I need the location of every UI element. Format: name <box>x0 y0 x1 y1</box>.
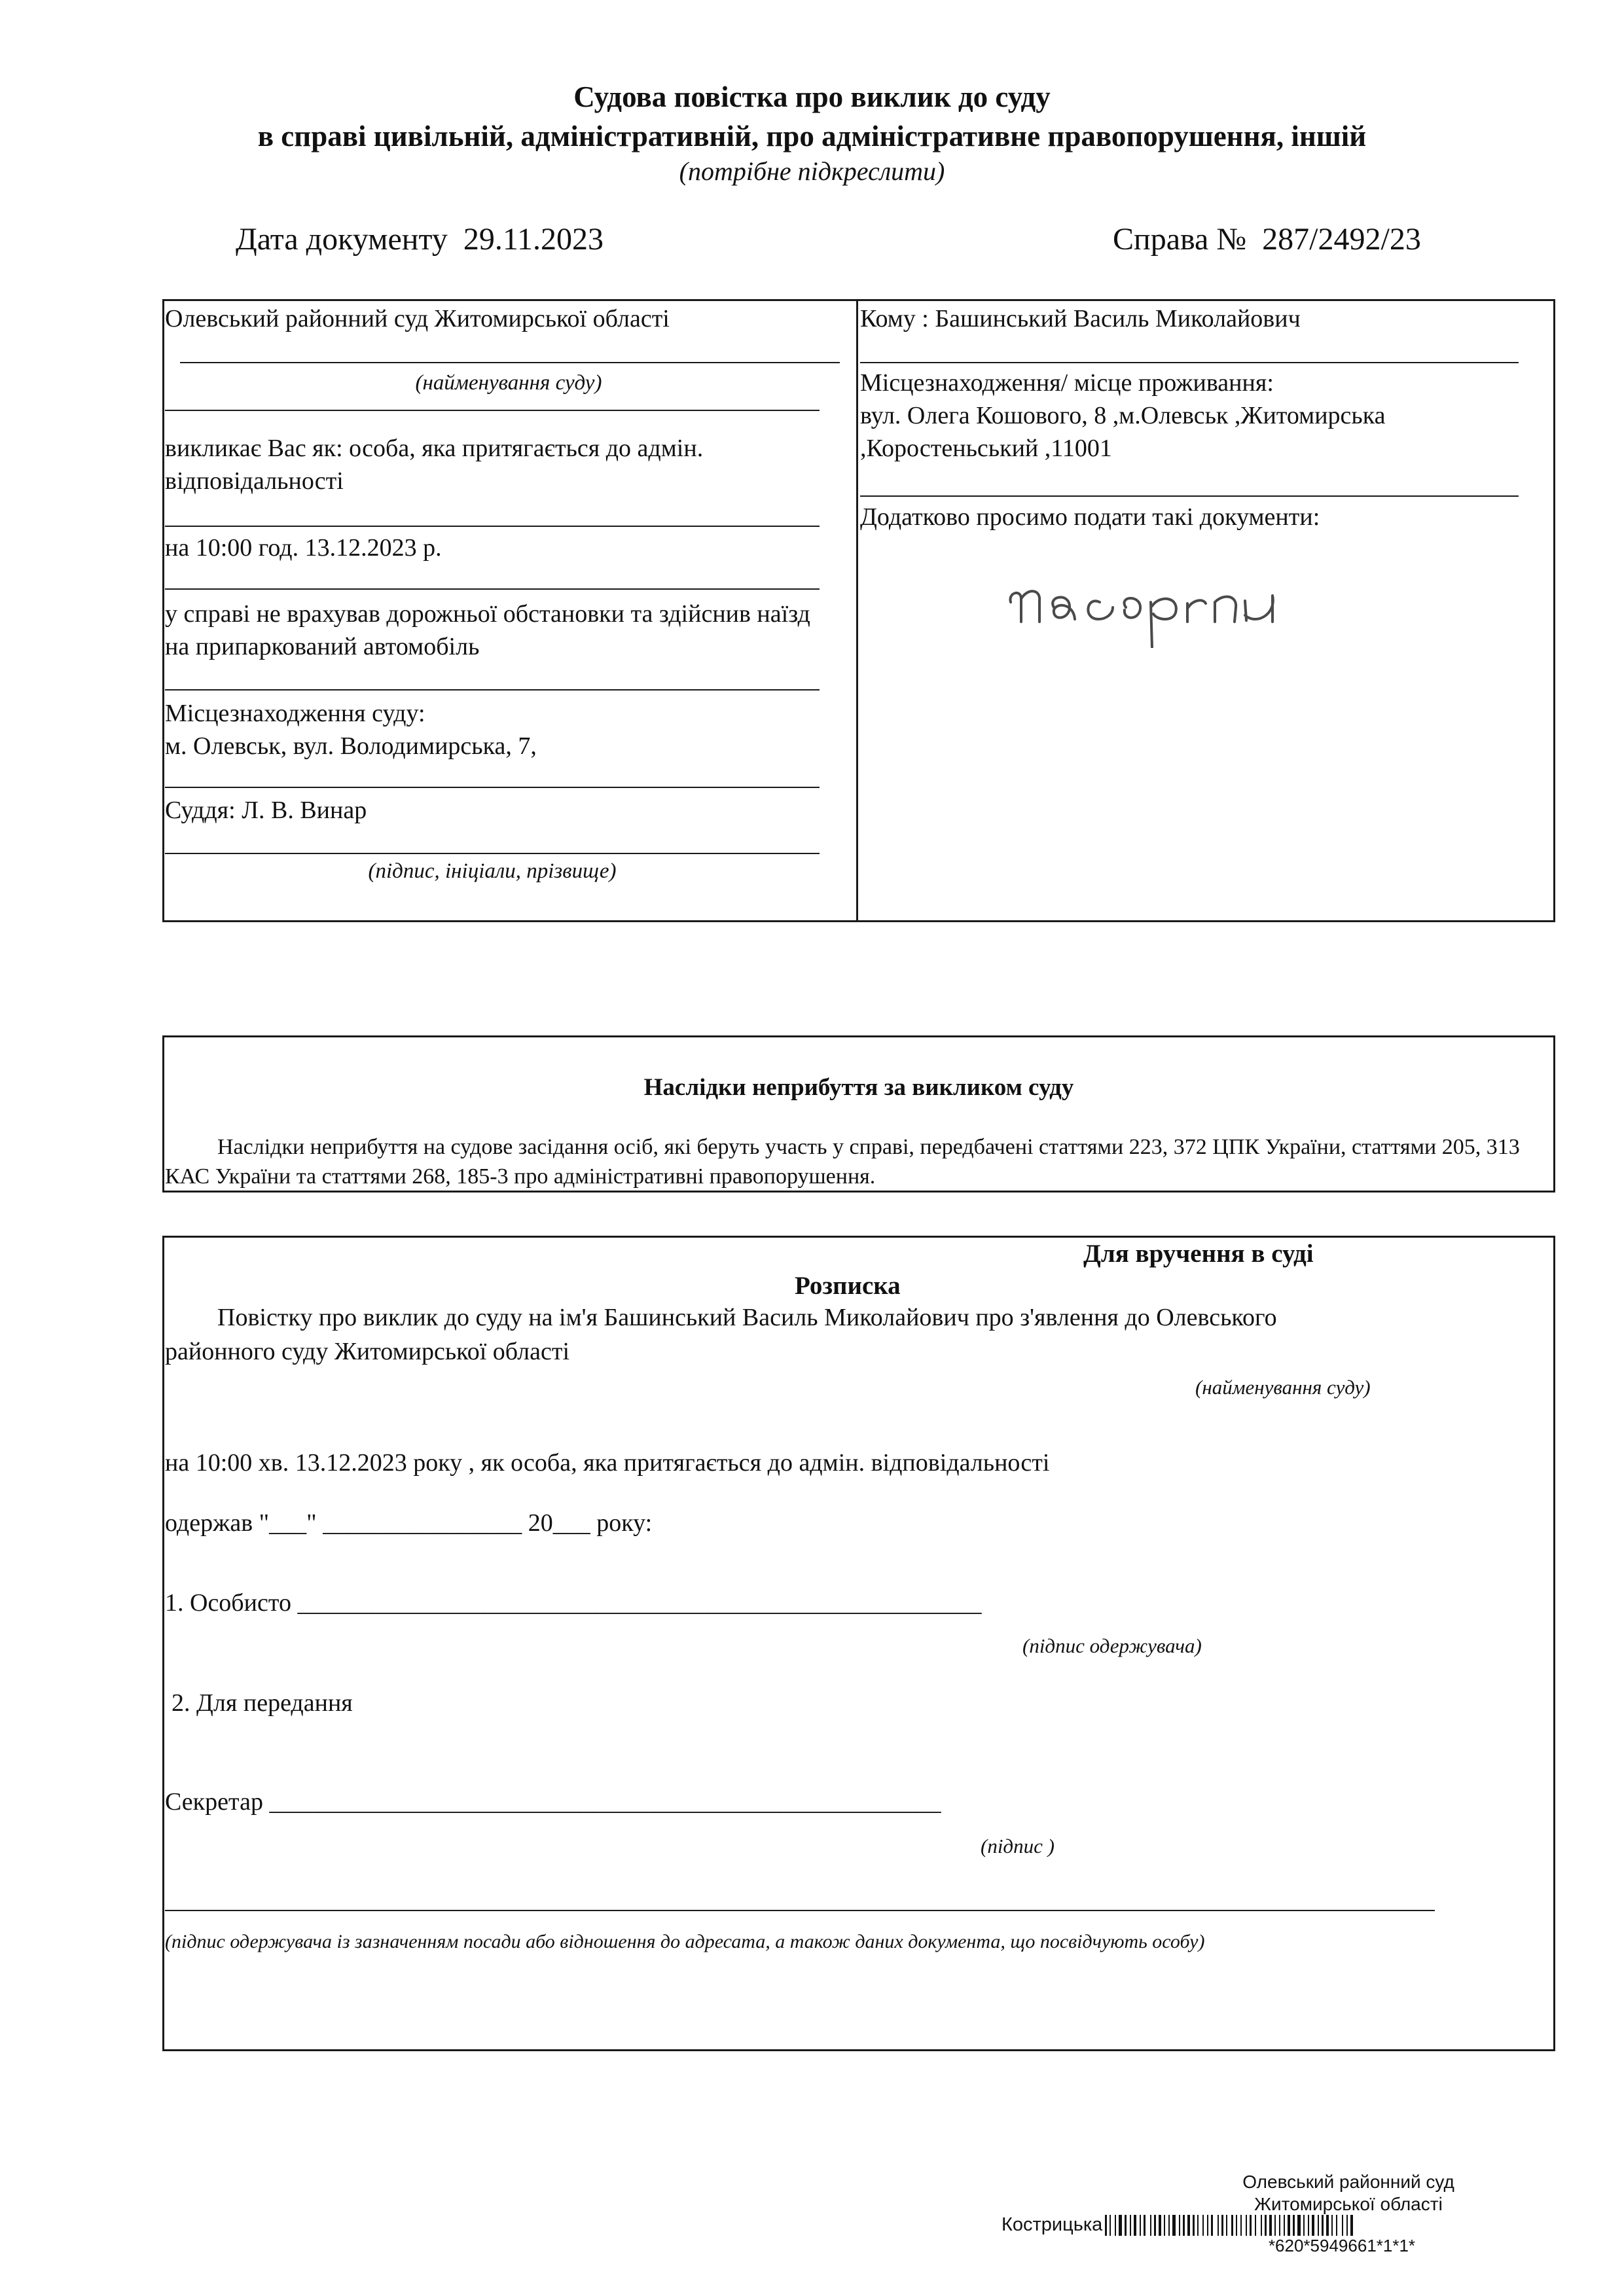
barcode-bar <box>1140 2215 1141 2236</box>
barcode-bar <box>1326 2215 1329 2236</box>
recipient-details-caption: (підпис одержувача із зазначенням посади або відношення до адресата, а також даних документа, що посвідчують особу) <box>165 1931 1205 1952</box>
recipient-details-line <box>165 1910 1435 1911</box>
barcode-bar <box>1130 2215 1131 2236</box>
residence-line <box>860 495 1519 497</box>
barcode-bar <box>1159 2215 1161 2236</box>
summons-as: викликає Вас як: особа, яка притягається до адмін. відповідальності <box>165 435 704 495</box>
barcode-bar <box>1231 2215 1233 2236</box>
barcode-bar <box>1221 2215 1223 2236</box>
handwritten-passport <box>1001 556 1303 648</box>
barcode-bar <box>1318 2215 1319 2236</box>
separator-line <box>165 410 820 411</box>
barcode-bar <box>1246 2215 1247 2236</box>
document-date <box>236 221 604 257</box>
case-number <box>1113 221 1421 257</box>
recipient-line <box>860 362 1519 363</box>
received-line: одержав "___" ________________ 20___ року: <box>165 1509 653 1537</box>
recipient-signature-caption: (підпис одержувача) <box>1022 1634 1202 1657</box>
document-title-line2: в справі цивільній, адміністративній, про адміністративне правопорушення, іншій <box>257 120 1367 152</box>
receipt-text-line2: районного суду Житомирської області <box>165 1338 570 1365</box>
documents-label: Додатково просимо подати такі документи: <box>860 503 1320 531</box>
barcode-bar <box>1164 2215 1165 2236</box>
case-label: Справа № <box>1113 222 1247 257</box>
barcode-bar <box>1202 2215 1204 2236</box>
barcode-bar <box>1342 2215 1343 2236</box>
receipt-title: Розписка <box>795 1272 901 1300</box>
barcode-bar <box>1288 2215 1290 2236</box>
court-location-value: м. Олевськ, вул. Володимирська, 7, <box>165 732 537 760</box>
date-label: Дата документу <box>236 222 448 257</box>
barcode-bar <box>1312 2215 1314 2236</box>
date-value: 29.11.2023 <box>463 222 604 257</box>
separator-line <box>165 689 820 691</box>
barcode-bar <box>1261 2215 1262 2236</box>
court-name-caption: (найменування суду) <box>415 371 602 395</box>
barcode-bar <box>1226 2215 1227 2236</box>
barcode-bar <box>1207 2215 1208 2236</box>
receipt-text-line1: Повістку про виклик до суду на ім'я Башинський Василь Миколайович про з'явлення до Олевського <box>217 1304 1277 1331</box>
court-name: Олевський районний суд Житомирської області <box>165 305 670 332</box>
separator-line <box>165 787 820 788</box>
barcode-bar <box>1187 2215 1190 2236</box>
footer-court-line2: Житомирської області <box>1254 2194 1443 2214</box>
barcode-bar <box>1197 2215 1199 2236</box>
case-value: 287/2492/23 <box>1262 222 1421 257</box>
barcode-bar <box>1346 2215 1348 2236</box>
for-transfer-label: 2. Для передання <box>171 1689 353 1717</box>
barcode-bar <box>1218 2215 1219 2236</box>
barcode-bar <box>1134 2215 1136 2236</box>
judge-name: Суддя: Л. В. Винар <box>165 797 367 824</box>
barcode-bar <box>1236 2215 1237 2236</box>
barcode-bar <box>1105 2215 1107 2236</box>
barcode-bar <box>1125 2215 1127 2236</box>
barcode-bar <box>1336 2215 1337 2236</box>
barcode-bar <box>1240 2215 1242 2236</box>
barcode-bar <box>1350 2215 1353 2236</box>
recipient-name: Кому : Башинський Василь Миколайович <box>860 305 1301 332</box>
hearing-time: на 10:00 год. 13.12.2023 р. <box>165 534 442 562</box>
barcode-bar <box>1154 2215 1156 2236</box>
personally-line: 1. Особисто _______________________________________________________ <box>165 1589 982 1617</box>
footer-court-line1: Олевський районний суд <box>1242 2172 1454 2192</box>
barcode-bar <box>1297 2215 1301 2236</box>
barcode-bar <box>1322 2215 1324 2236</box>
barcode <box>1105 2215 1558 2236</box>
barcode-bar <box>1183 2215 1185 2236</box>
residence-label: Місцезнаходження/ місце проживання: <box>860 369 1274 397</box>
barcode-bar <box>1172 2215 1176 2236</box>
barcode-bar <box>1119 2215 1122 2236</box>
residence-line1: вул. Олега Кошового, 8 ,м.Олевськ ,Житомирська <box>860 402 1386 429</box>
barcode-text: *620*5949661*1*1* <box>1268 2236 1416 2255</box>
court-location-label: Місцезнаходження суду: <box>165 700 425 727</box>
barcode-bar <box>1168 2215 1170 2236</box>
barcode-bar <box>1308 2215 1309 2236</box>
barcode-bar <box>1269 2215 1272 2236</box>
barcode-bar <box>1255 2215 1256 2236</box>
barcode-bar <box>1293 2215 1295 2236</box>
secretary-line: Секретар ______________________________________________________ <box>165 1788 941 1816</box>
separator-line <box>165 588 820 590</box>
barcode-bar <box>1115 2215 1116 2236</box>
signature-caption: (підпис ) <box>981 1835 1055 1857</box>
clerk-name: Кострицька <box>1001 2214 1103 2235</box>
judge-caption: (підпис, ініціали, прізвище) <box>368 859 617 883</box>
document-title: Судова повістка про виклик до суду <box>573 81 1051 113</box>
barcode-bar <box>1250 2215 1252 2236</box>
barcode-bar <box>1211 2215 1213 2236</box>
summons-divider <box>856 299 858 922</box>
barcode-bar <box>1179 2215 1180 2236</box>
barcode-bar <box>1193 2215 1195 2236</box>
consequences-text: Наслідки неприбуття на судове засідання осіб, які беруть участь у справі, передбачені статтями 223, 372 ЦПК України, статтями 205, 313 КАС України та статтями 268, 185-3 про адміністративні правопорушення. <box>165 1135 1520 1189</box>
barcode-bar <box>1331 2215 1333 2236</box>
barcode-bar <box>1279 2215 1280 2236</box>
receipt-court-caption: (найменування суду) <box>1195 1376 1371 1399</box>
barcode-bar <box>1110 2215 1111 2236</box>
residence-line2: ,Коростеньський ,11001 <box>860 435 1112 462</box>
receipt-time-line: на 10:00 хв. 13.12.2023 року , як особа, яка притягається до адмін. відповідальності <box>165 1449 1050 1477</box>
judge-signature-line <box>165 853 820 854</box>
barcode-bar <box>1150 2215 1151 2236</box>
barcode-bar <box>1265 2215 1267 2236</box>
barcode-bar <box>1274 2215 1276 2236</box>
barcode-bar <box>1144 2215 1146 2236</box>
for-delivery-label: Для вручення в суді <box>1083 1240 1314 1268</box>
barcode-bar <box>1303 2215 1305 2236</box>
consequences-title: Наслідки неприбуття за викликом суду <box>643 1074 1074 1101</box>
separator-line <box>165 526 820 527</box>
case-description: у справі не врахував дорожньої обстановки та здійснив наїзд на припаркований автомобіль <box>165 600 810 660</box>
barcode-bar <box>1284 2215 1285 2236</box>
document-subtitle: (потрібне підкреслити) <box>679 156 945 186</box>
court-name-line <box>180 362 840 363</box>
